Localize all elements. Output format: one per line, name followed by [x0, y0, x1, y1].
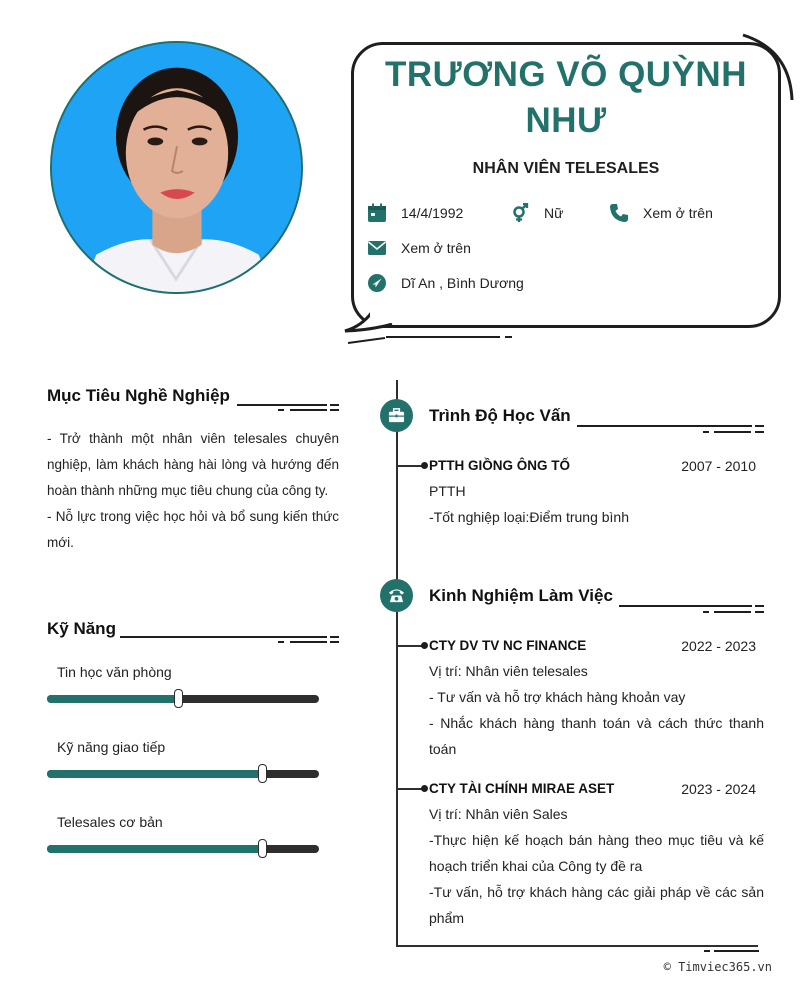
decor-dash — [714, 950, 759, 952]
job-title: NHÂN VIÊN TELESALES — [472, 160, 660, 177]
experience-company: CTY TÀI CHÍNH MIRAE ASET — [429, 781, 615, 796]
email-icon — [367, 238, 387, 258]
decor-dash — [278, 641, 284, 643]
address-value: Dĩ An , Bình Dương — [401, 275, 524, 291]
education-title: Trình Độ Học Vấn — [429, 406, 571, 425]
education-title-underline — [577, 425, 752, 427]
candidate-name-line2: NHƯ — [525, 101, 607, 140]
decor-dash — [278, 409, 284, 411]
skill-bar — [47, 695, 319, 703]
experience-details — [429, 658, 764, 762]
skill-label: Telesales cơ bản — [57, 814, 163, 830]
email-value: Xem ở trên — [401, 240, 471, 256]
skills-title-underline — [120, 636, 327, 638]
objective-text — [47, 426, 339, 556]
decor-dash — [755, 431, 764, 433]
decor-dash — [755, 605, 764, 607]
experience-line: -Thực hiện kế hoạch bán hàng theo mục tiêu và kế hoạch triển khai của Công ty đề ra — [429, 832, 764, 874]
candidate-name-line1: TRƯƠNG VÕ QUỲNH — [385, 55, 747, 94]
skill-bar-fill — [47, 770, 262, 778]
decor-dash — [714, 431, 751, 433]
phone-value: Xem ở trên — [643, 205, 713, 221]
profile-photo — [50, 41, 303, 294]
footer-copyright[interactable]: © Timviec365.vn — [663, 960, 772, 974]
location-icon — [367, 273, 387, 293]
skill-bar — [47, 845, 319, 853]
email-info — [367, 238, 471, 258]
skill-bar-knob — [258, 839, 267, 858]
experience-line: - Tư vấn và hỗ trợ khách hàng khoản vay — [429, 689, 686, 705]
experience-line: - Nhắc khách hàng thanh toán và cách thức thanh toán — [429, 715, 764, 757]
telephone-icon — [388, 587, 405, 604]
birthdate-info — [367, 203, 463, 223]
experience-details — [429, 801, 764, 931]
objective-title: Mục Tiêu Nghề Nghiệp — [47, 386, 230, 405]
timeline-dot — [421, 642, 428, 649]
decor-dash — [290, 641, 327, 643]
phone-info — [609, 203, 713, 223]
gender-info — [510, 203, 563, 223]
decor-dash — [755, 611, 764, 613]
decor-dash — [755, 425, 764, 427]
skill-bar-knob — [258, 764, 267, 783]
skill-label: Tin học văn phòng — [57, 664, 172, 680]
experience-date: 2023 - 2024 — [681, 781, 756, 797]
decor-dash — [714, 611, 751, 613]
objective-title-underline — [237, 404, 327, 406]
birthdate-value: 14/4/1992 — [401, 205, 464, 221]
skill-bar-fill — [47, 695, 178, 703]
objective-line: - Trở thành một nhân viên telesales chuyên nghiệp, làm khách hàng hài lòng và hướng đến hoàn thành những mục tiêu chung của công ty. — [47, 431, 339, 498]
decor-dash — [330, 409, 339, 411]
objective-line: - Nỗ lực trong việc học hỏi và bổ sung kiến thức mới. — [47, 509, 339, 550]
skill-bar — [47, 770, 319, 778]
address-info — [367, 273, 524, 293]
decor-dash — [330, 404, 339, 406]
skills-title: Kỹ Năng — [47, 619, 116, 638]
timeline-dot — [421, 785, 428, 792]
experience-title: Kinh Nghiệm Làm Việc — [429, 586, 613, 605]
person-portrait-icon — [52, 43, 301, 292]
phone-icon — [609, 203, 629, 223]
skill-bar-knob — [174, 689, 183, 708]
education-section-icon — [380, 399, 413, 432]
gender-icon — [510, 203, 530, 223]
gender-value: Nữ — [544, 205, 564, 221]
decor-dash — [330, 636, 339, 638]
education-line: PTTH — [429, 483, 466, 499]
calendar-icon — [367, 203, 387, 223]
decor-dash — [703, 611, 709, 613]
experience-line: Vị trí: Nhân viên Sales — [429, 806, 568, 822]
decor-dash — [290, 409, 327, 411]
education-school: PTTH GIỒNG ÔNG TỐ — [429, 458, 570, 473]
experience-company: CTY DV TV NC FINANCE — [429, 638, 587, 653]
decor-dash — [704, 950, 710, 952]
experience-line: Vị trí: Nhân viên telesales — [429, 663, 588, 679]
experience-line: -Tư vấn, hỗ trợ khách hàng các giải pháp về các sản phẩm — [429, 884, 764, 926]
decor-dash — [330, 641, 339, 643]
experience-title-underline — [619, 605, 752, 607]
timeline-dot — [421, 462, 428, 469]
candidate-name — [351, 52, 781, 144]
skill-bar-fill — [47, 845, 262, 853]
experience-section-icon — [380, 579, 413, 612]
briefcase-icon — [388, 407, 405, 424]
education-date: 2007 - 2010 — [681, 458, 756, 474]
education-details — [429, 478, 764, 530]
experience-date: 2022 - 2023 — [681, 638, 756, 654]
decor-dash — [703, 431, 709, 433]
education-line: -Tốt nghiệp loại:Điểm trung bình — [429, 509, 629, 525]
skill-label: Kỹ năng giao tiếp — [57, 739, 166, 755]
timeline-foot — [396, 945, 758, 947]
